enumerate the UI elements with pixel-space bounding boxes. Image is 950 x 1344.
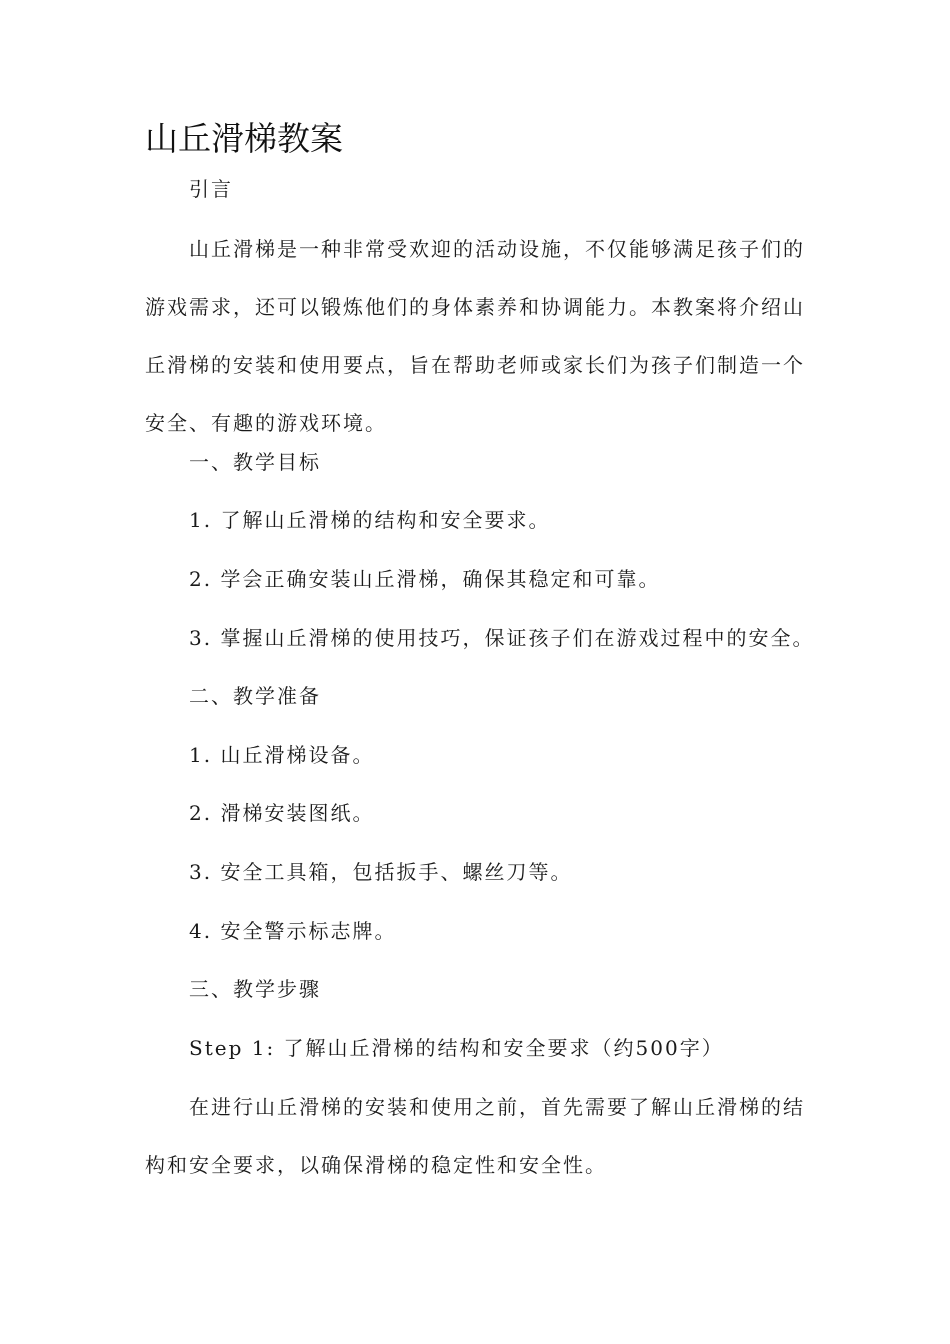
section1-item-2: 2. 学会正确安装山丘滑梯，确保其稳定和可靠。 <box>189 567 661 591</box>
section1-item-1: 1. 了解山丘滑梯的结构和安全要求。 <box>189 508 551 532</box>
step1-paragraph: 在进行山丘滑梯的安装和使用之前，首先需要了解山丘滑梯的结构和安全要求，以确保滑梯的稳定性和安全性。 <box>145 1095 805 1177</box>
section2-item-1: 1. 山丘滑梯设备。 <box>189 743 375 767</box>
section2-item-4: 4. 安全警示标志牌。 <box>189 919 397 943</box>
section2-item-3: 3. 安全工具箱，包括扳手、螺丝刀等。 <box>189 860 573 884</box>
section1-item-3: 3. 掌握山丘滑梯的使用技巧，保证孩子们在游戏过程中的安全。 <box>189 626 815 650</box>
step1-heading: Step 1: 了解山丘滑梯的结构和安全要求（约500字） <box>189 1036 724 1060</box>
section2-item-2: 2. 滑梯安装图纸。 <box>189 801 375 825</box>
section1-heading: 一、教学目标 <box>189 450 321 474</box>
document-title: 山丘滑梯教案 <box>145 119 343 158</box>
section2-heading: 二、教学准备 <box>189 684 321 708</box>
section3-heading: 三、教学步骤 <box>189 977 321 1001</box>
intro-paragraph: 山丘滑梯是一种非常受欢迎的活动设施，不仅能够满足孩子们的游戏需求，还可以锻炼他们的身体素养和协调能力。本教案将介绍山丘滑梯的安装和使用要点，旨在帮助老师或家长们为孩子们制造一个安全、有趣的游戏环境。 <box>145 237 805 435</box>
intro-heading: 引言 <box>189 177 233 201</box>
